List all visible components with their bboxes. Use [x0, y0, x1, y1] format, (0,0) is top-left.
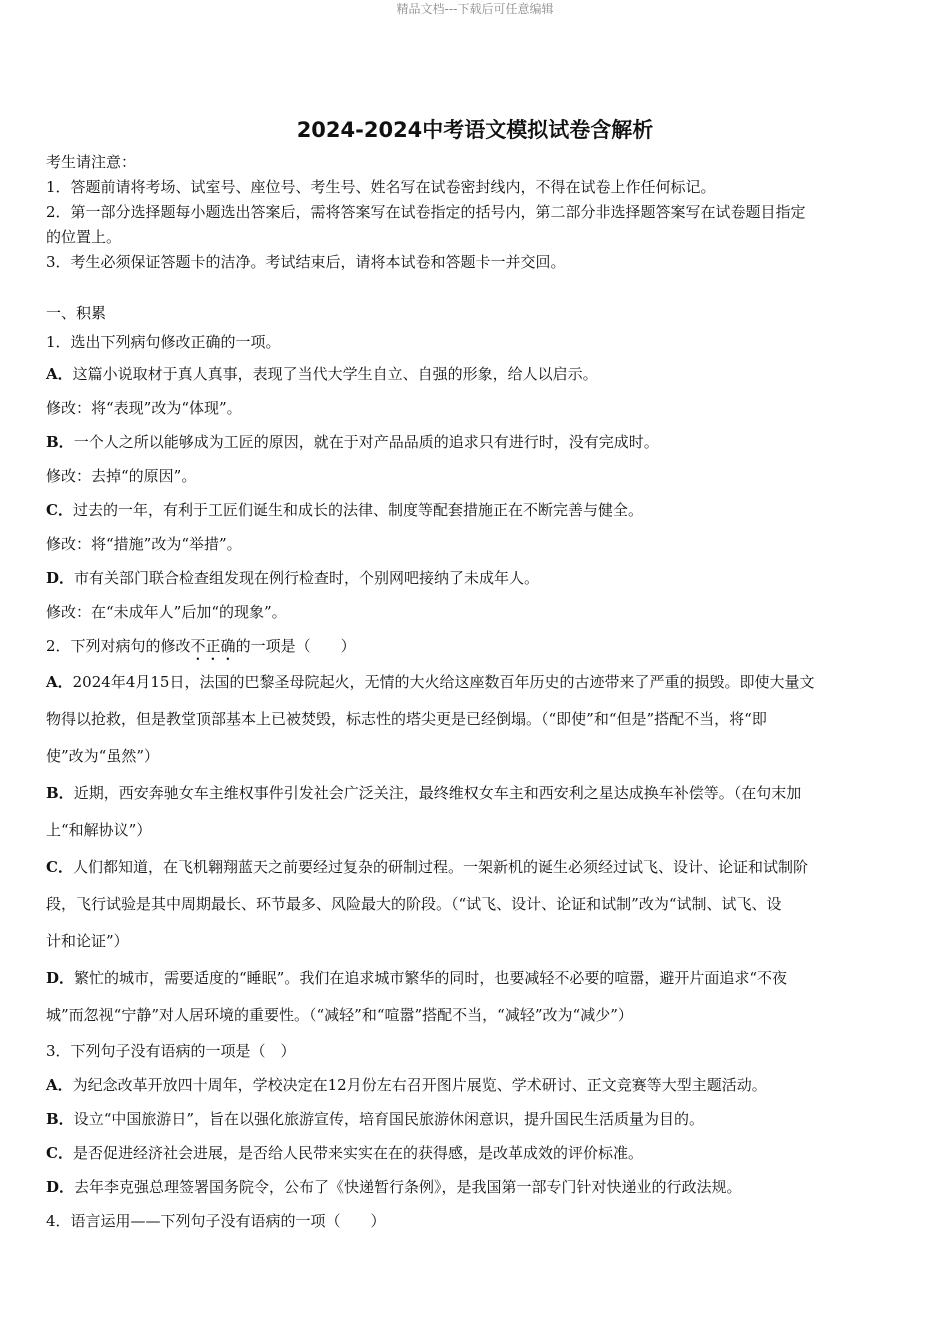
option-line: 计和论证”） [46, 932, 129, 950]
option-label: B． [46, 433, 74, 451]
revision-line: 修改：在“未成年人”后加“的现象”。 [46, 603, 287, 621]
option-text: 过去的一年，有利于工匠们诞生和成长的法律、制度等配套措施正在不断完善与健全。 [72, 501, 643, 519]
option-label: C． [46, 501, 73, 519]
option-label: D． [46, 969, 75, 987]
question-stem: 1．选出下列病句修改正确的一项。 [46, 333, 281, 351]
option-line [46, 425, 910, 459]
option-line [46, 357, 910, 391]
option-line [46, 1170, 910, 1204]
notice-block [46, 150, 910, 275]
option-label: C． [46, 1144, 73, 1162]
stem-emphasis: 不正确 [190, 637, 236, 655]
option-text: 2024年4月15日，法国的巴黎圣母院起火，无情的大火给这座数百年历史的古迹带来了严重的损毁。即使大量文 [72, 673, 815, 691]
document-body [46, 150, 910, 1238]
option-line: 城”而忽视“宁静”对人居环境的重要性。（“减轻”和“喧嚣”搭配不当，“减轻”改为“减少”） [46, 1006, 633, 1024]
question-stem: 3．下列句子没有语病的一项是（ ） [46, 1042, 296, 1060]
notice-item: 1．答题前请将考场、试室号、座位号、考生号、姓名写在试卷密封线内，不得在试卷上作任何标记。 [46, 178, 716, 196]
option-label: D． [46, 569, 75, 587]
option-line [46, 664, 910, 701]
question-stem [46, 629, 910, 664]
option-line [46, 775, 910, 812]
option-line [46, 561, 910, 595]
option-text: 繁忙的城市，需要适度的“睡眠”。我们在追求城市繁华的同时，也要减轻不必要的喧嚣，避开片面追求“不夜 [74, 969, 788, 987]
option-label: A． [46, 1076, 73, 1094]
option-line [46, 1068, 910, 1102]
notice-item: 3．考生必须保证答题卡的洁净。考试结束后，请将本试卷和答题卡一并交回。 [46, 253, 566, 271]
option-line: 使”改为“虽然”） [46, 747, 160, 765]
option-label: B． [46, 784, 74, 802]
option-c [46, 849, 910, 960]
option-line: 段，飞行试验是其中周期最长、环节最多、风险最大的阶段。（“试飞、设计、论证和试制”改为“试制、试飞、设 [46, 895, 782, 913]
option-label: A． [46, 365, 73, 383]
option-text: 去年李克强总理签署国务院令，公布了《快递暂行条例》，是我国第一部专门针对快递业的行政法规。 [74, 1178, 742, 1196]
watermark: 精品文档---下载后可任意编辑 [396, 2, 554, 16]
option-text: 一个人之所以能够成为工匠的原因，就在于对产品品质的追求只有进行时，没有完成时。 [73, 433, 659, 451]
option-text: 设立“中国旅游日”，旨在以强化旅游宣传，培育国民旅游休闲意识，提升国民生活质量为目的。 [73, 1110, 705, 1128]
option-label: C． [46, 858, 73, 876]
option-text: 人们都知道，在飞机翱翔蓝天之前要经过复杂的研制过程。一架新机的诞生必须经过试飞、设计、论证和试制阶 [72, 858, 808, 876]
notice-heading: 考生请注意： [46, 153, 137, 171]
option-line [46, 849, 910, 886]
option-text: 为纪念改革开放四十周年，学校决定在12月份左右召开图片展览、学术研讨、正文竞赛等大型主题活动。 [72, 1076, 767, 1094]
option-line [46, 493, 910, 527]
question-4 [46, 1204, 910, 1238]
option-label: B． [46, 1110, 74, 1128]
option-b [46, 775, 910, 849]
option-line [46, 1136, 910, 1170]
revision-line: 修改：将“表现”改为“体现”。 [46, 399, 242, 417]
question-3 [46, 1034, 910, 1204]
option-d [46, 960, 910, 1034]
option-label: A． [46, 673, 73, 691]
option-text: 市有关部门联合检查组发现在例行检查时，个别网吧接纳了未成年人。 [74, 569, 540, 587]
notice-item: 的位置上。 [46, 228, 122, 246]
option-text: 近期，西安奔驰女车主维权事件引发社会广泛关注，最终维权女车主和西安利之星达成换车补偿等。（在句末加 [73, 784, 802, 802]
option-text: 这篇小说取材于真人真事，表现了当代大学生自立、自强的形象，给人以启示。 [72, 365, 598, 383]
option-line [46, 960, 910, 997]
question-stem: 4．语言运用——下列句子没有语病的一项（ ） [46, 1212, 386, 1230]
option-text: 是否促进经济社会进展，是否给人民带来实实在在的获得感，是改革成效的评价标准。 [72, 1144, 643, 1162]
option-line: 上“和解协议”） [46, 821, 152, 839]
question-2 [46, 629, 910, 1034]
notice-item: 2．第一部分选择题每小题选出答案后，需将答案写在试卷指定的括号内，第二部分非选择题答案写在试卷题目指定 [46, 203, 806, 221]
question-1 [46, 327, 910, 629]
page-title: 2024-2024中考语文模拟试卷含解析 [296, 118, 654, 142]
stem-text: 2．下列对病句的修改 [46, 637, 191, 655]
option-line: 物得以抢救，但是教堂顶部基本上已被焚毁，标志性的塔尖更是已经倒塌。（“即使”和“但是”搭配不当，将“即 [46, 710, 767, 728]
option-label: D． [46, 1178, 75, 1196]
revision-line: 修改：去掉“的原因”。 [46, 467, 197, 485]
stem-text: 的一项是（ ） [235, 637, 356, 655]
revision-line: 修改：将“措施”改为“举措”。 [46, 535, 242, 553]
section-heading: 一、积累 [46, 304, 107, 322]
option-line [46, 1102, 910, 1136]
option-a [46, 664, 910, 775]
